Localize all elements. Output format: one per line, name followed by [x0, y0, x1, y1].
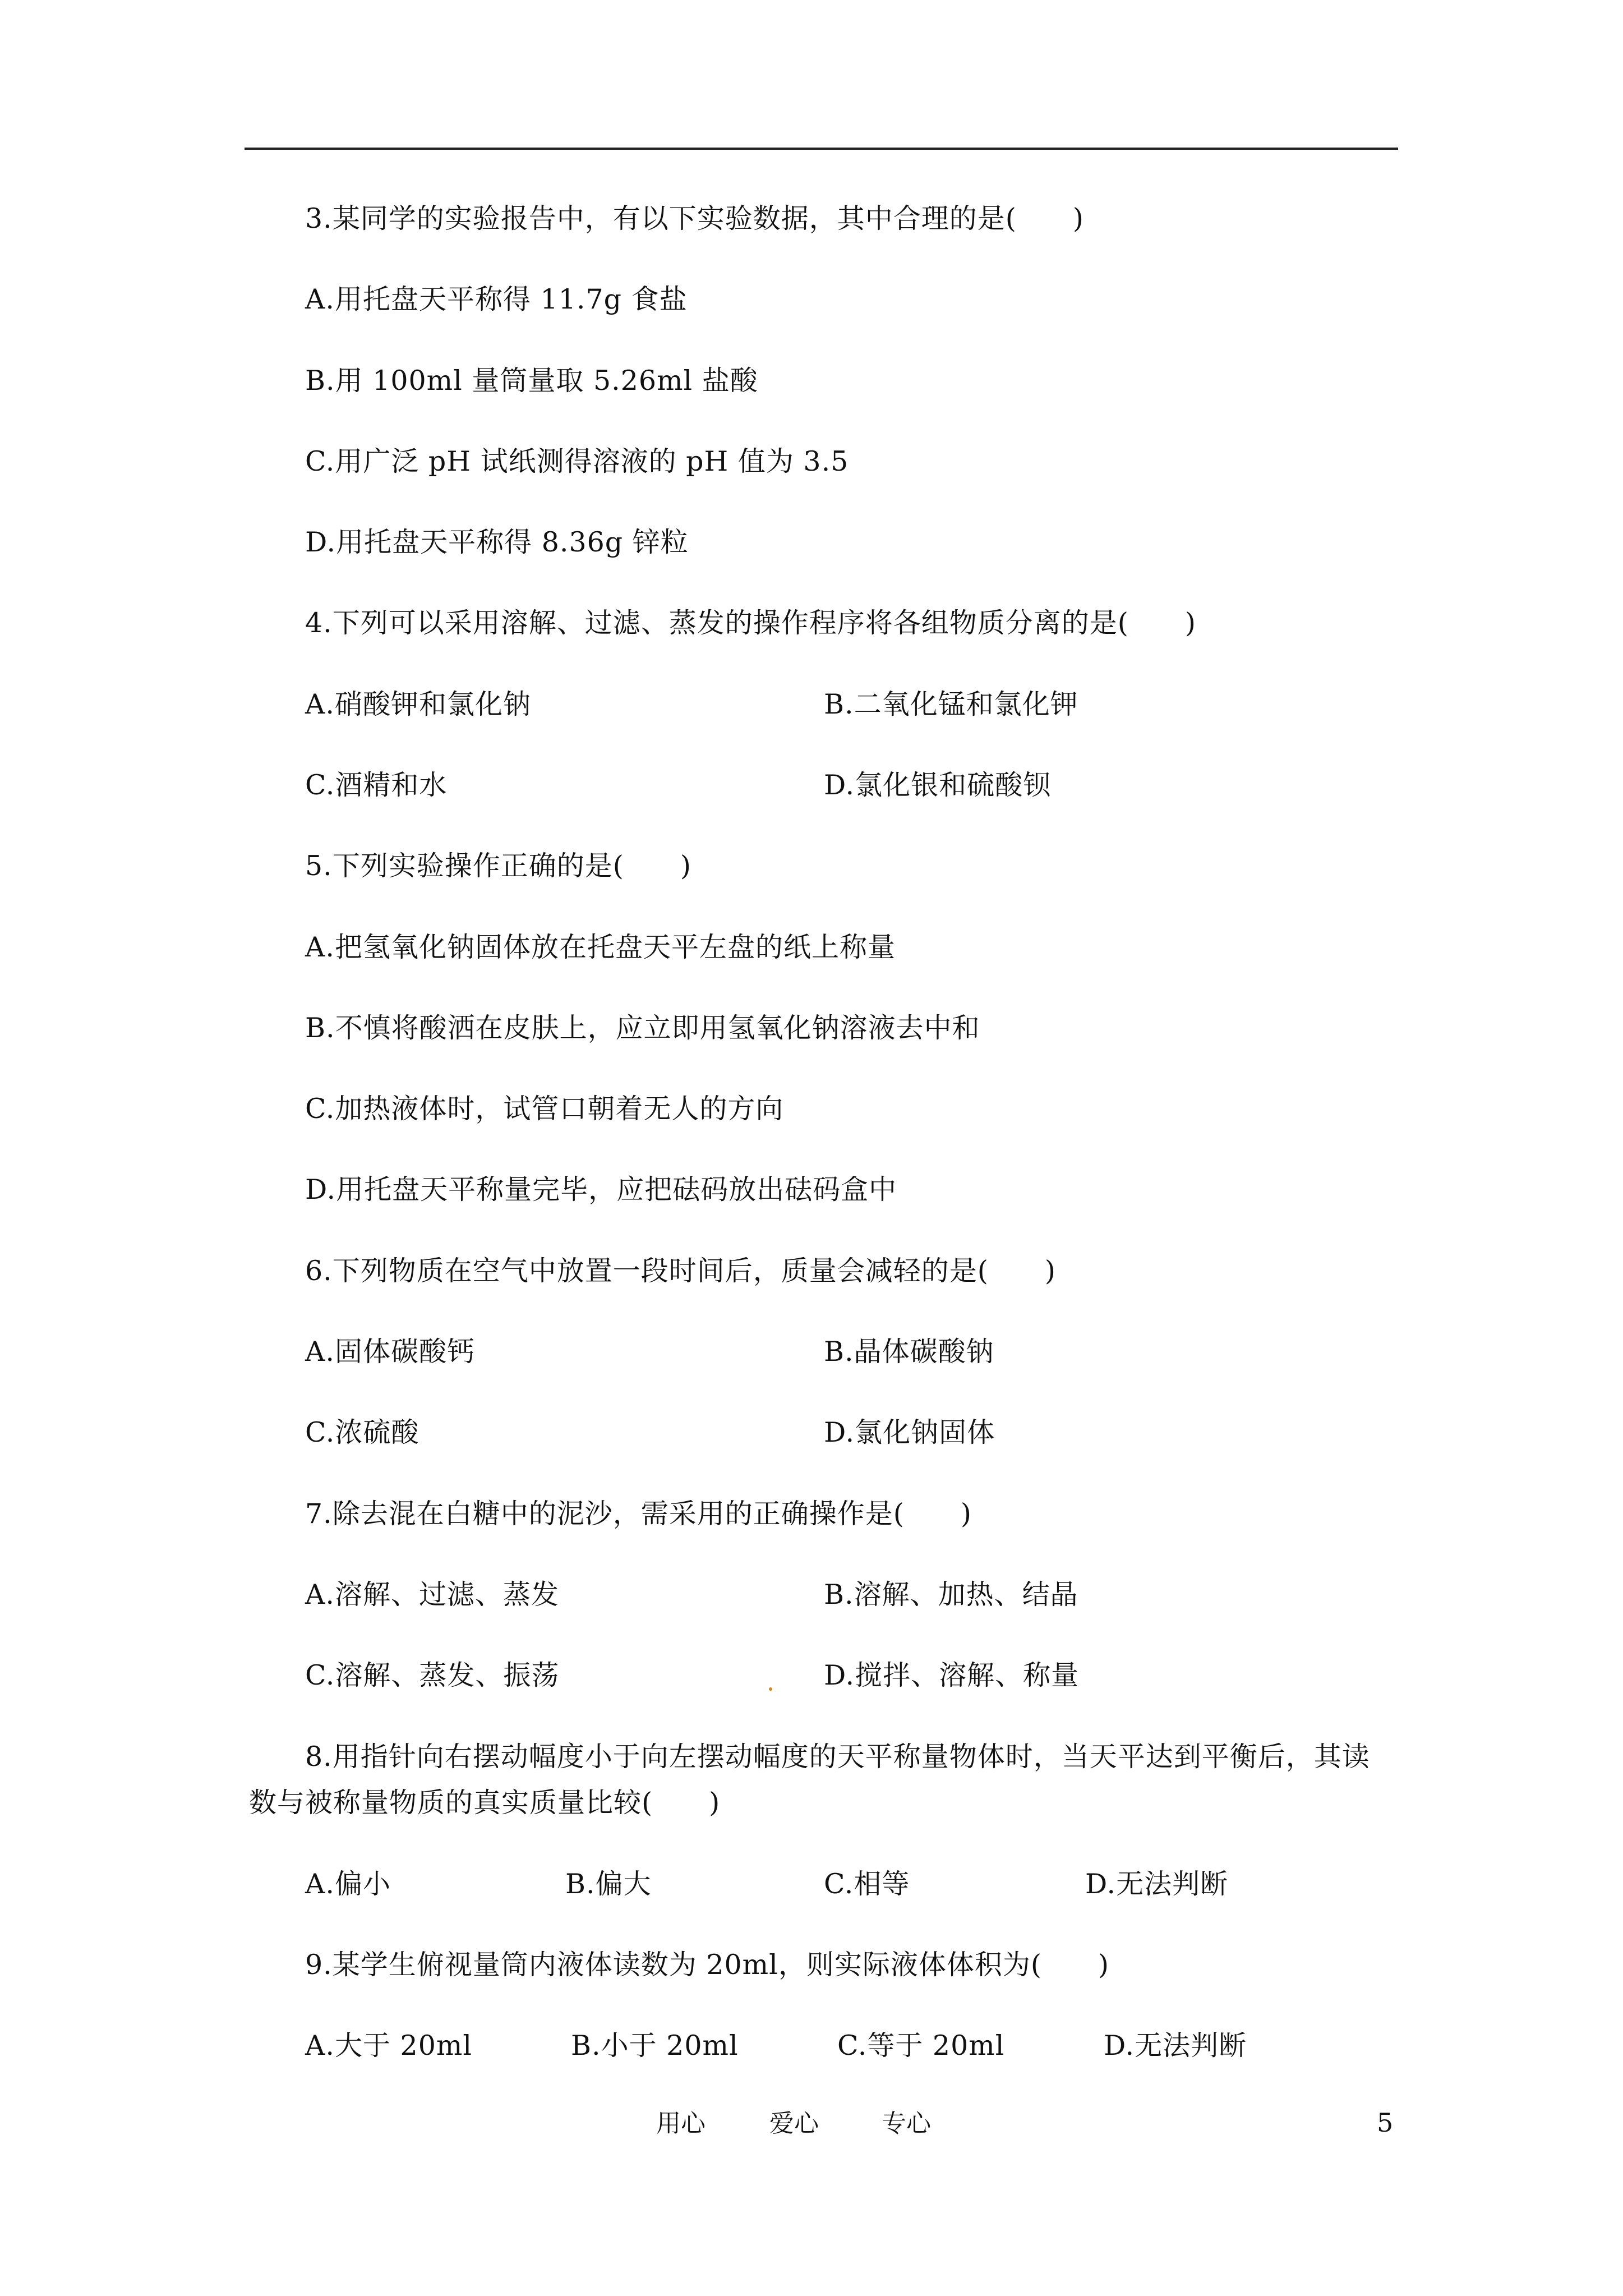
question-3-stem: 3.某同学的实验报告中，有以下实验数据，其中合理的是( ): [305, 203, 1084, 234]
question-3-option-a: A.用托盘天平称得 11.7g 食盐: [305, 283, 688, 315]
footer-motto-3: 专心: [882, 2109, 931, 2138]
header-rule: [245, 148, 1398, 150]
question-3-option-c: C.用广泛 pH 试纸测得溶液的 pH 值为 3.5: [305, 445, 849, 477]
question-7-option-a: A.溶解、过滤、蒸发: [305, 1579, 559, 1611]
question-7-option-c: C.溶解、蒸发、振荡: [305, 1659, 560, 1691]
page-number: 5: [1377, 2108, 1394, 2138]
question-6-stem: 6.下列物质在空气中放置一段时间后，质量会减轻的是( ): [305, 1255, 1056, 1287]
question-9-stem: 9.某学生俯视量筒内液体读数为 20ml，则实际液体体积为( ): [305, 1949, 1110, 1981]
question-8-option-c: C.相等: [824, 1868, 910, 1900]
question-5-stem: 5.下列实验操作正确的是( ): [305, 850, 691, 882]
question-5-option-c: C.加热液体时，试管口朝着无人的方向: [305, 1093, 784, 1125]
question-7-option-b: B.溶解、加热、结晶: [824, 1579, 1078, 1611]
question-4-stem: 4.下列可以采用溶解、过滤、蒸发的操作程序将各组物质分离的是( ): [305, 607, 1196, 639]
question-4-option-d: D.氯化银和硫酸钡: [824, 769, 1052, 801]
question-6-option-b: B.晶体碳酸钠: [824, 1336, 994, 1368]
question-5-option-d: D.用托盘天平称量完毕，应把砝码放出砝码盒中: [305, 1174, 897, 1205]
question-6-option-c: C.浓硫酸: [305, 1416, 419, 1448]
footer-motto-2: 爱心: [769, 2109, 819, 2138]
question-8-stem-line-1: 8.用指针向右摆动幅度小于向左摆动幅度的天平称量物体时，当天平达到平衡后，其读: [305, 1741, 1370, 1773]
scan-speck: [769, 1687, 772, 1691]
question-5-option-a: A.把氢氧化钠固体放在托盘天平左盘的纸上称量: [305, 931, 896, 963]
question-8-option-d: D.无法判断: [1085, 1868, 1229, 1900]
question-9-option-b: B.小于 20ml: [571, 2030, 739, 2062]
question-9-option-d: D.无法判断: [1104, 2030, 1247, 2062]
question-6-option-d: D.氯化钠固体: [824, 1416, 995, 1448]
question-9-option-c: C.等于 20ml: [837, 2030, 1005, 2062]
question-4-option-b: B.二氧化锰和氯化钾: [824, 688, 1078, 720]
question-9-option-a: A.大于 20ml: [305, 2030, 473, 2062]
question-7-option-d: D.搅拌、溶解、称量: [824, 1659, 1080, 1691]
question-3-option-b: B.用 100ml 量筒量取 5.26ml 盐酸: [305, 365, 758, 397]
question-4-option-c: C.酒精和水: [305, 769, 448, 801]
question-8-option-a: A.偏小: [305, 1868, 391, 1900]
question-4-option-a: A.硝酸钾和氯化钠: [305, 688, 531, 720]
question-7-stem: 7.除去混在白糖中的泥沙，需采用的正确操作是( ): [305, 1498, 972, 1530]
footer-motto-1: 用心: [656, 2109, 706, 2138]
question-6-option-a: A.固体碳酸钙: [305, 1336, 475, 1368]
question-3-option-d: D.用托盘天平称得 8.36g 锌粒: [305, 526, 689, 558]
question-5-option-b: B.不慎将酸洒在皮肤上，应立即用氢氧化钠溶液去中和: [305, 1012, 980, 1044]
question-8-stem-line-2: 数与被称量物质的真实质量比较( ): [249, 1787, 721, 1819]
question-8-option-b: B.偏大: [565, 1868, 652, 1900]
